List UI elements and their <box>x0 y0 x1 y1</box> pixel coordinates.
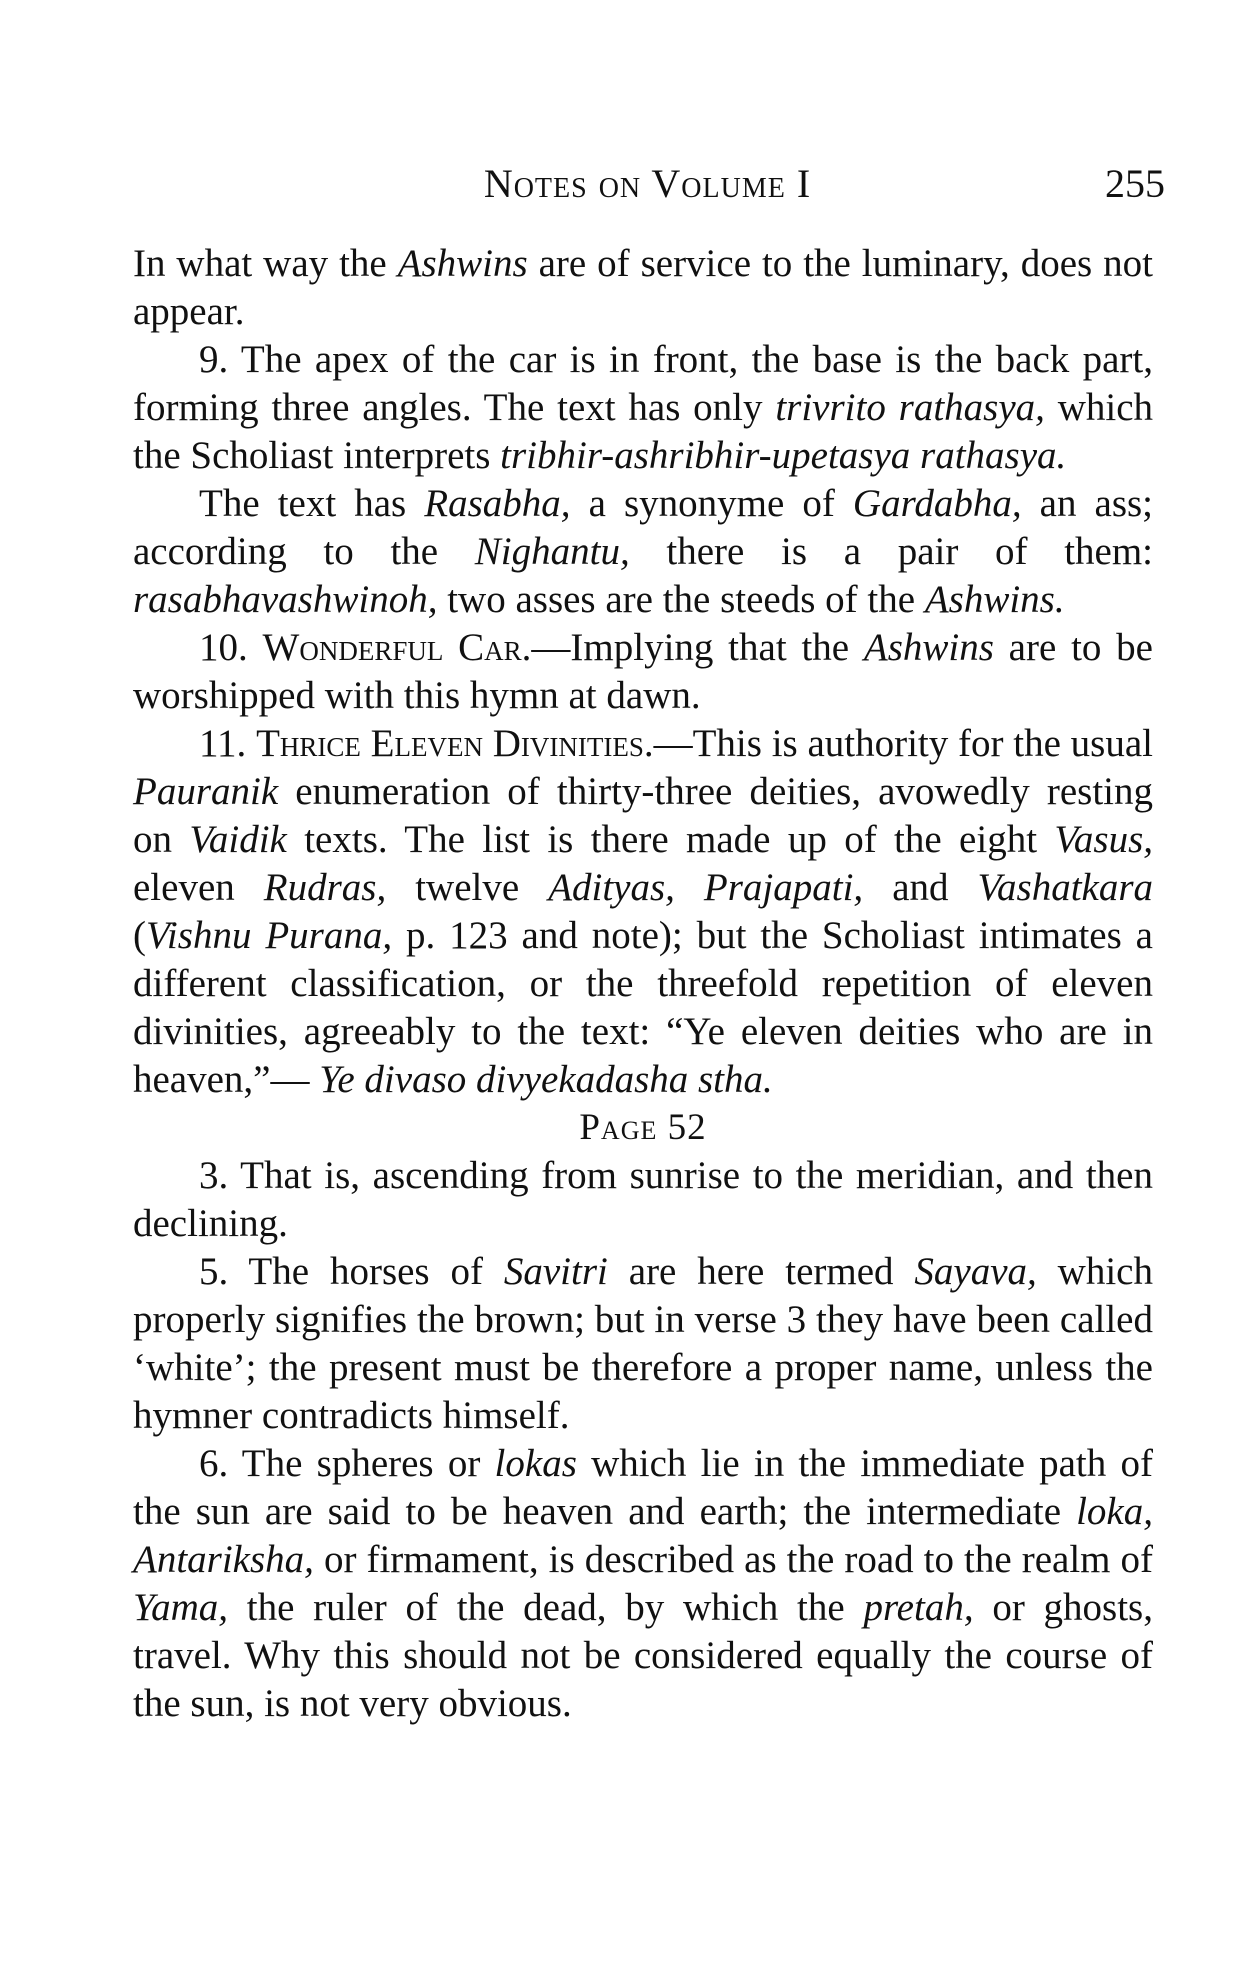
note-9 <box>133 336 1153 480</box>
text-run: or ghosts, travel. Why this should not be considered equally the course of the sun, is not very obvious. <box>133 1586 1153 1725</box>
small-caps-heading: Wonderful Car. <box>262 626 532 669</box>
italic-text: pretah, <box>863 1586 974 1629</box>
italic-text: Adityas, Prajapati, <box>548 866 864 909</box>
text-run: or firmament, is described as the road to the realm of <box>313 1538 1153 1581</box>
italic-text: loka, Antariksha, <box>133 1490 1153 1581</box>
text-run: are of service to the luminary, does not appear. <box>133 242 1153 333</box>
italic-text: Ashwins <box>863 626 994 669</box>
text-run: 10. <box>199 626 263 669</box>
italic-text: Vaidik <box>189 818 287 861</box>
italic-text: Savitri <box>503 1250 608 1293</box>
note-5 <box>133 1248 1153 1440</box>
note-10 <box>133 624 1153 720</box>
note-6 <box>133 1440 1153 1728</box>
text-run: there is a pair of them: <box>629 530 1154 573</box>
text-run: 3. That is, ascending from sunrise to the meridian, and then declining. <box>133 1154 1153 1245</box>
text-run: are to be worshipped with this hymn at dawn. <box>133 626 1153 717</box>
small-caps-heading: Thrice Eleven Divinities. <box>256 722 654 765</box>
running-header <box>130 160 1165 220</box>
text-run: are here termed <box>607 1250 915 1293</box>
text-run: 9. The apex of the car is in front, the base is the back part, forming three angles. The text has only <box>133 338 1153 429</box>
note-3 <box>133 1152 1153 1248</box>
italic-text: Sayava, <box>914 1250 1037 1293</box>
text-run: twelve <box>386 866 549 909</box>
text-run: an ass; according to the <box>133 482 1154 573</box>
text-run: which lie in the immediate path of the sun are said to be heaven and earth; the intermediate <box>133 1442 1153 1533</box>
italic-text: rasabhavashwinoh, <box>133 578 438 621</box>
italic-text: Rasabha, <box>424 482 571 525</box>
text-run: 11. <box>199 722 257 765</box>
text-run: texts. The list is there made up of the eight <box>286 818 1055 861</box>
text-run: —Implying that the <box>531 626 864 669</box>
italic-text: Vasus, <box>1054 818 1154 861</box>
italic-text: lokas <box>494 1442 577 1485</box>
italic-text: Yama, <box>133 1586 229 1629</box>
italic-text: trivrito rathasya, <box>775 386 1045 429</box>
italic-text: Gardabha, <box>852 482 1022 525</box>
text-run: The text has <box>199 482 425 525</box>
italic-text: Vishnu Purana, <box>146 914 393 957</box>
header-title: Notes on Volume I <box>483 161 812 206</box>
text-run: which properly signifies the brown; but in verse 3 they have been called ‘white’; the present must be therefore a proper name, unless the hymner contradicts himself. <box>133 1250 1153 1437</box>
text-run: a synonyme of <box>570 482 853 525</box>
note-11 <box>133 720 1153 1104</box>
paragraph-continuation <box>133 240 1153 336</box>
italic-text: Rudras, <box>263 866 387 909</box>
italic-text: Ashwins. <box>924 578 1065 621</box>
italic-text: Ye divaso divyekadasha stha. <box>319 1058 773 1101</box>
italic-text: Pauranik <box>133 770 279 813</box>
text-run: In what way the <box>133 242 398 285</box>
text-run: which the Scholiast interprets <box>133 386 1154 477</box>
italic-text: Nighantu, <box>474 530 630 573</box>
text-run: and <box>863 866 978 909</box>
text-run: —This is authority for the usual <box>653 722 1153 765</box>
italic-text: Vashatkara <box>977 866 1154 909</box>
page-number: 255 <box>1105 161 1165 206</box>
text-run: enumeration of thirty-three deities, avowedly resting on <box>133 770 1153 861</box>
text-run: p. 123 and note); but the Scholiast intimates a different classification, or the threefold repetition of eleven divinities, agreeably to the text: “Ye eleven deities who are in heaven,”— <box>133 914 1153 1101</box>
italic-text: tribhir-ashribhir-upetasya rathasya. <box>500 434 1067 477</box>
text-run: the ruler of the dead, by which the <box>228 1586 864 1629</box>
italic-text: Ashwins <box>397 242 528 285</box>
page-body <box>133 240 1153 1728</box>
text-run: 6. The spheres or <box>199 1442 495 1485</box>
section-heading-page-52: Page 52 <box>579 1107 707 1148</box>
text-run: two asses are the steeds of the <box>437 578 925 621</box>
text-run: ( <box>133 914 146 957</box>
text-run: eleven <box>133 866 264 909</box>
text-run: 5. The horses of <box>199 1250 504 1293</box>
note-9-continued <box>133 480 1153 624</box>
